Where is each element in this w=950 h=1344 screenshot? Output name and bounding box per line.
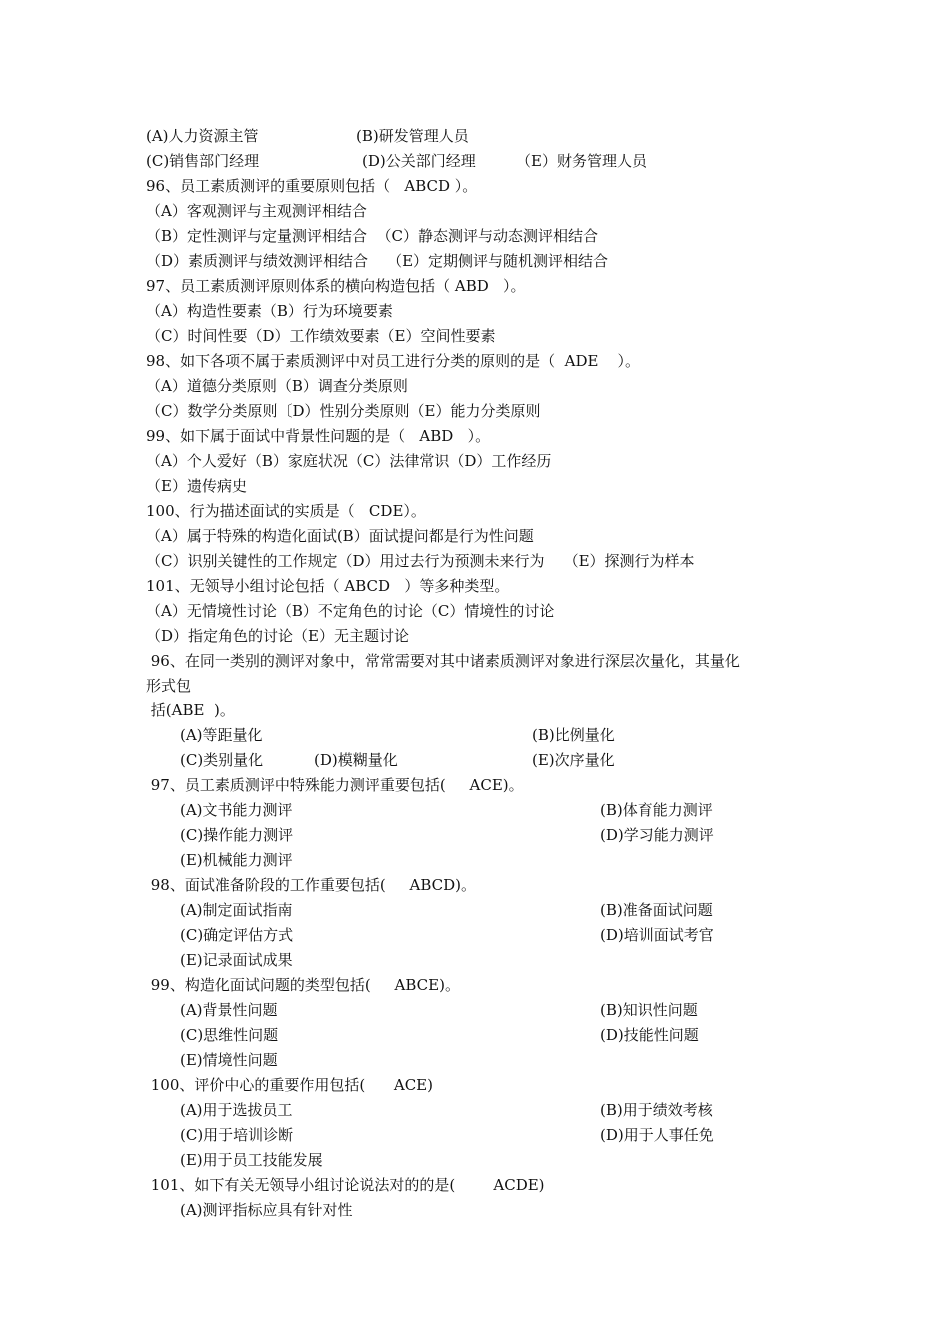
option-e: （E）财务管理人员 [516, 152, 647, 170]
option-e: (E)机械能力测评 [180, 851, 293, 869]
option-b: (B)研发管理人员 [356, 127, 469, 145]
question-98-b: 98、面试准备阶段的工作重要包括( ABCD)。 [146, 876, 477, 894]
option-line: （A）构造性要素（B）行为环境要素 [146, 302, 393, 320]
option-line: （A）道德分类原则（B）调查分类原则 [146, 377, 408, 395]
option-d: (D)培训面试考官 [600, 926, 714, 944]
option-d: (D)用于人事任免 [600, 1126, 714, 1144]
option-line: （A）客观测评与主观测评相结合 [146, 202, 367, 220]
option-line: （C）识别关键性的工作规定（D）用过去行为预测未来行为 （E）探测行为样本 [146, 552, 695, 570]
option-line: （D）指定角色的讨论（E）无主题讨论 [146, 627, 409, 645]
question-96-b-cont: 括(ABE )。 [146, 701, 235, 719]
question-98: 98、如下各项不属于素质测评中对员工进行分类的原则的是（ ADE ）。 [146, 352, 641, 370]
option-c: (C)类别量化 [180, 751, 264, 769]
option-c: (C)用于培训诊断 [180, 1126, 294, 1144]
option-d: (D)模糊量化 [314, 751, 398, 769]
option-e: (E)记录面试成果 [180, 951, 293, 969]
option-a: (A)用于选拔员工 [180, 1101, 293, 1119]
option-d: (D)技能性问题 [600, 1026, 699, 1044]
question-99-b: 99、构造化面试问题的类型包括( ABCE)。 [146, 976, 460, 994]
option-line: （D）素质测评与绩效测评相结合 （E）定期侧评与随机测评相结合 [146, 252, 609, 270]
option-b: (B)用于绩效考核 [600, 1101, 713, 1119]
question-96-b-cont: 形式包 [146, 677, 192, 695]
option-e: (E)情境性问题 [180, 1051, 278, 1069]
question-99: 99、如下属于面试中背景性问题的是（ ABD ）。 [146, 427, 491, 445]
option-a: (A)等距量化 [180, 726, 263, 744]
option-line: （A）无情境性讨论（B）不定角色的讨论（C）情境性的讨论 [146, 602, 555, 620]
option-line: （A）个人爱好（B）家庭状况（C）法律常识（D）工作经历 [146, 452, 552, 470]
option-a: (A)背景性问题 [180, 1001, 278, 1019]
option-e: (E)次序量化 [532, 751, 615, 769]
option-a: (A)制定面试指南 [180, 901, 293, 919]
option-a: (A)人力资源主管 [146, 127, 259, 145]
option-c: (C)确定评估方式 [180, 926, 294, 944]
option-b: (B)比例量化 [532, 726, 615, 744]
option-line: （E）遗传病史 [146, 477, 247, 495]
option-line: （C）时间性要（D）工作绩效要素（E）空间性要素 [146, 327, 496, 345]
option-line: （A）属于特殊的构造化面试(B）面试提问都是行为性问题 [146, 527, 534, 545]
option-c: (C)操作能力测评 [180, 826, 294, 844]
option-c: (C)思维性问题 [180, 1026, 279, 1044]
option-a: (A)测评指标应具有针对性 [180, 1201, 353, 1219]
option-a: (A)文书能力测评 [180, 801, 293, 819]
question-100-b: 100、评价中心的重要作用包括( ACE) [146, 1076, 433, 1094]
question-101: 101、无领导小组讨论包括（ ABCD ）等多种类型。 [146, 577, 510, 595]
question-97-b: 97、员工素质测评中特殊能力测评重要包括( ACE)。 [146, 776, 524, 794]
option-d: (D)公关部门经理 [362, 152, 476, 170]
question-96-b: 96、在同一类别的测评对象中，常常需要对其中诸素质测评对象进行深层次量化，其量化 [146, 652, 740, 670]
option-d: (D)学习能力测评 [600, 826, 714, 844]
option-b: (B)准备面试问题 [600, 901, 713, 919]
option-b: (B)体育能力测评 [600, 801, 713, 819]
option-e: (E)用于员工技能发展 [180, 1151, 323, 1169]
option-c: (C)销售部门经理 [146, 152, 260, 170]
option-line: （C）数学分类原则〔D）性别分类原则（E）能力分类原则 [146, 402, 541, 420]
question-96: 96、员工素质测评的重要原则包括（ ABCD ）。 [146, 177, 478, 195]
question-100: 100、行为描述面试的实质是（ CDE）。 [146, 502, 426, 520]
question-101-b: 101、如下有关无领导小组讨论说法对的的是( ACDE) [146, 1176, 545, 1194]
option-b: (B)知识性问题 [600, 1001, 698, 1019]
question-97: 97、员工素质测评原则体系的横向构造包括（ ABD ）。 [146, 277, 526, 295]
option-line: （B）定性测评与定量测评相结合 （C）静态测评与动态测评相结合 [146, 227, 599, 245]
